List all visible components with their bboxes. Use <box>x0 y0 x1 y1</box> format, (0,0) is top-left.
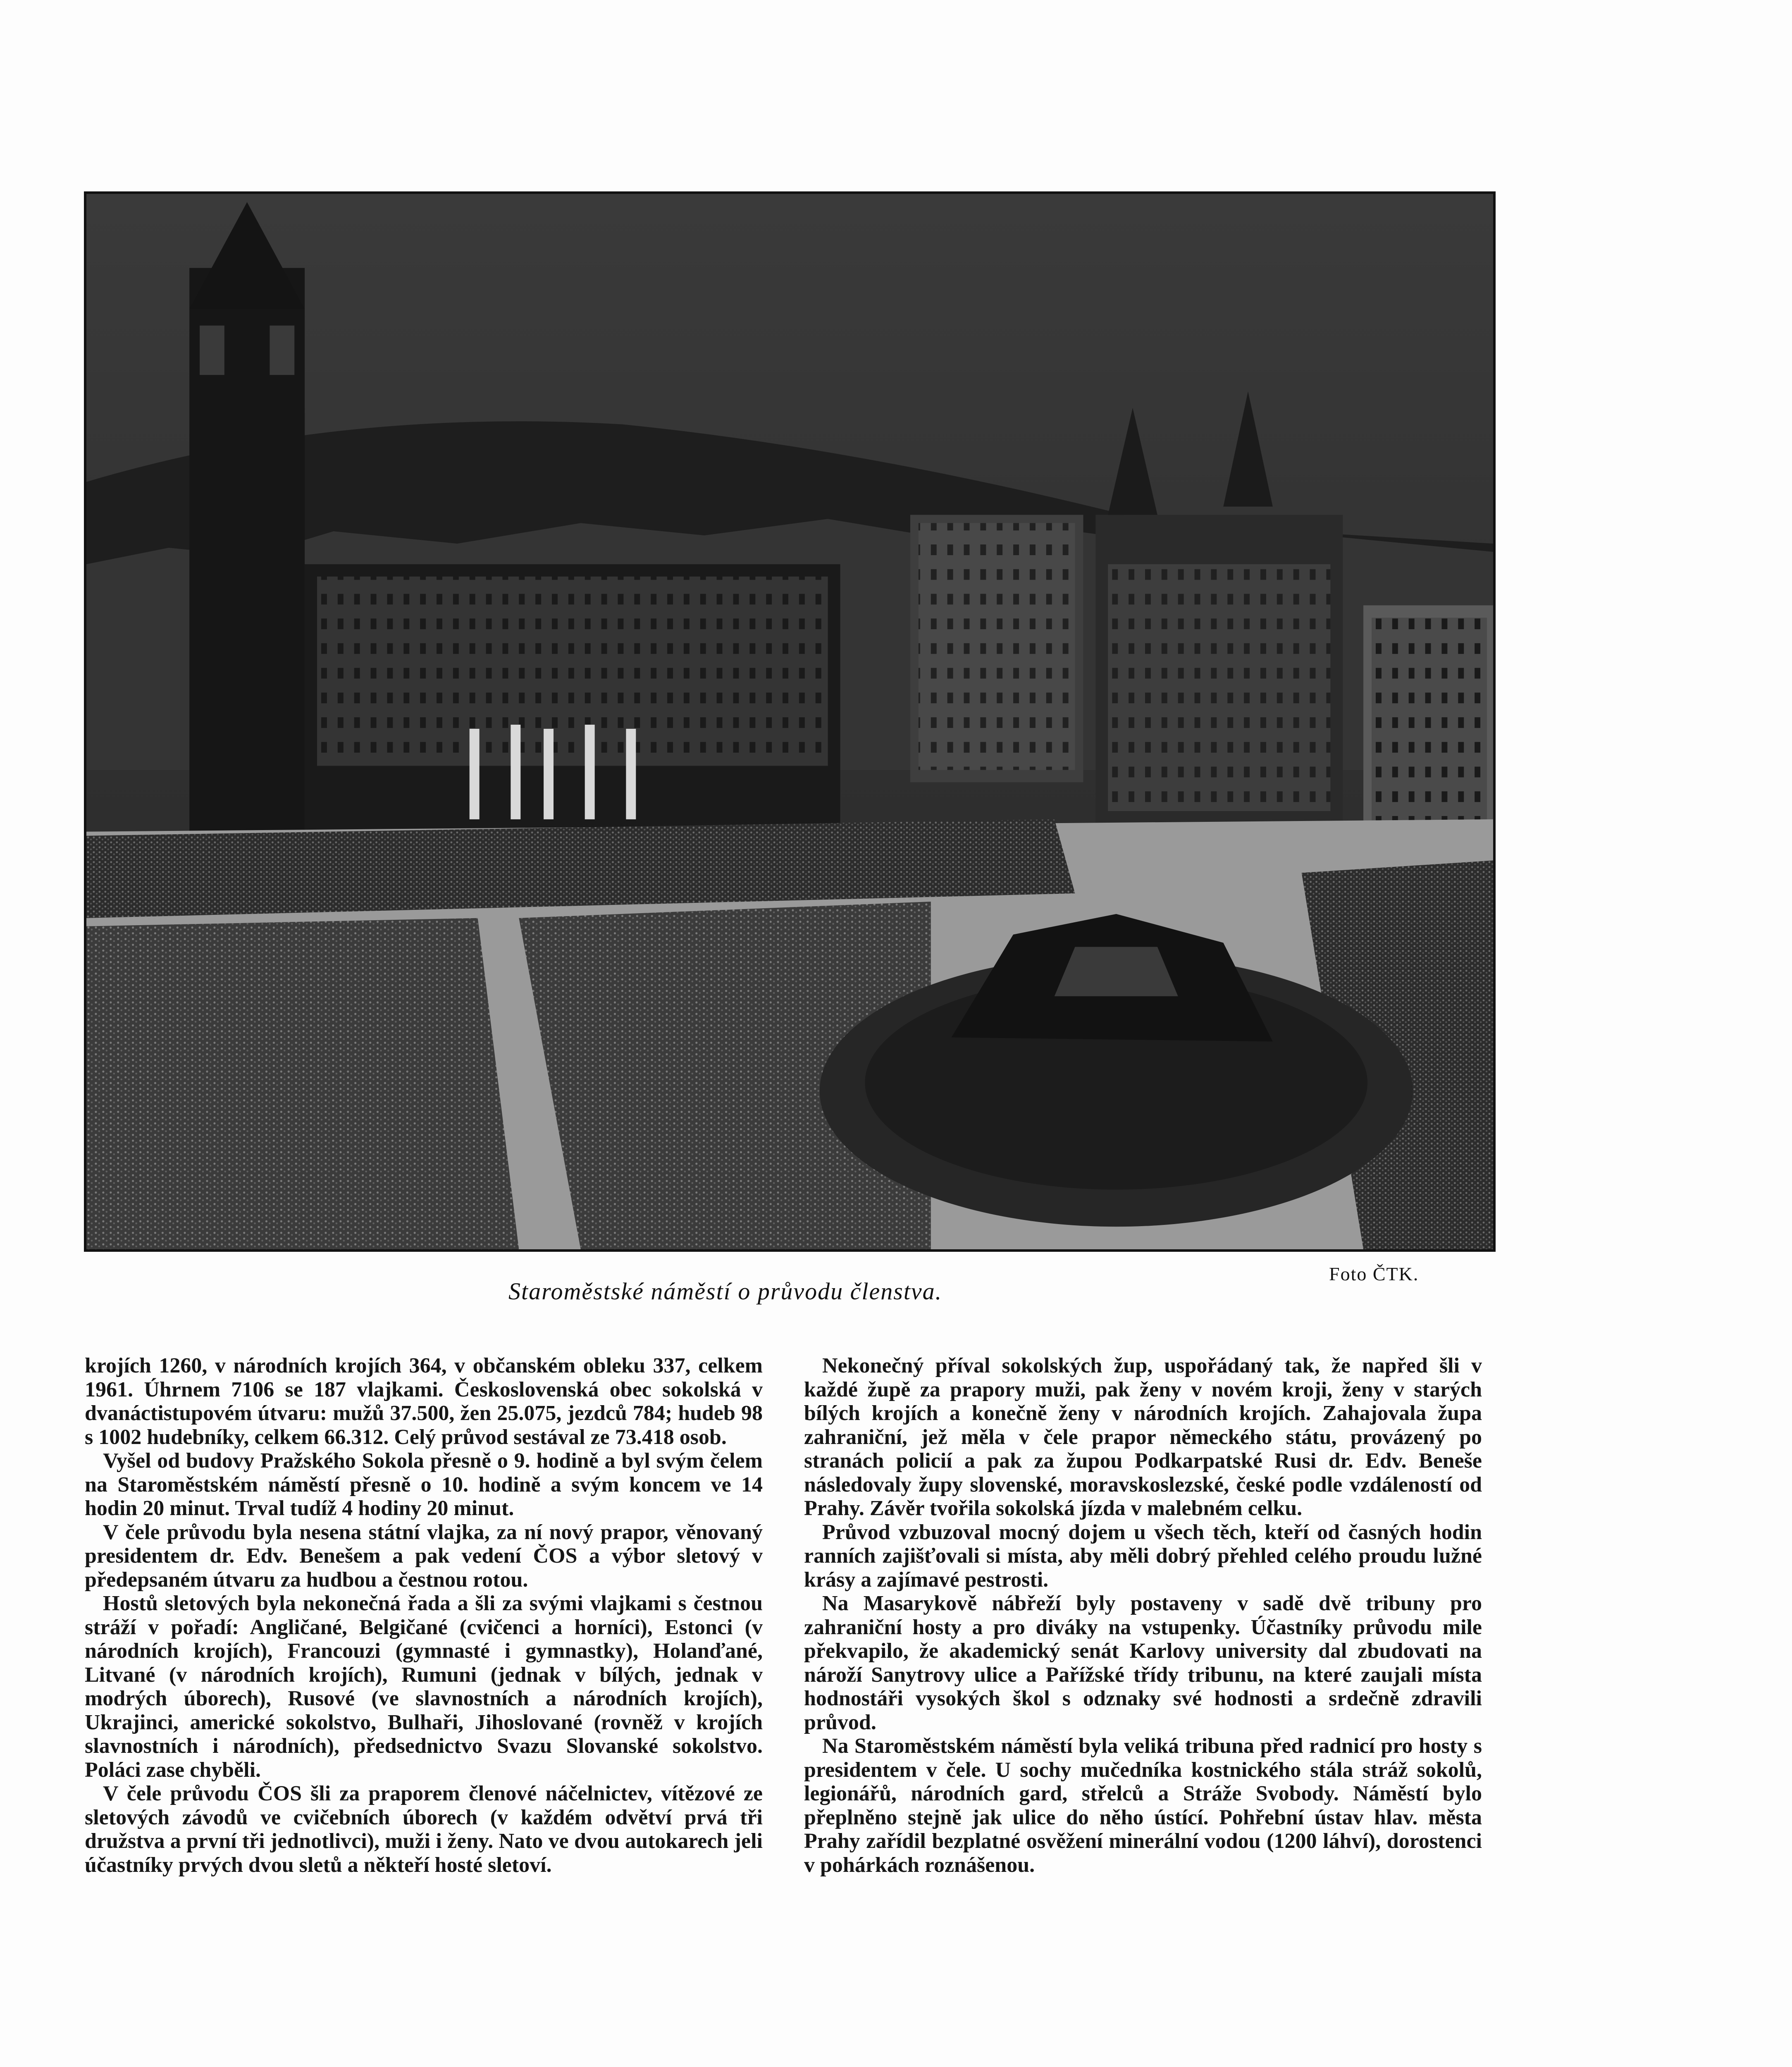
photo-illustration <box>86 194 1493 1249</box>
paragraph: Hostů sletových byla nekonečná řada a šli za svými vlajkami s čestnou stráží v pořadí: Angličané, Belgičané (cvičenci a horníci), Estonci (v národních krojích), Francouzi (gymnasté i gymnastky), Holanďané, Litvané (v národních krojích), Rumuni (jednak v bílých, jednak v modrých úborech), Rusové (ve slavnostních a národních krojích), Ukrajinci, americké sokolstvo, Bulhaři, Jihoslované (rovněž v krojích slavnostních i národních), předsednictvo Svazu Slovanské sokolstvo. Poláci zase chyběli. <box>85 1592 763 1782</box>
paragraph: Vyšel od budovy Pražského Sokola přesně o 9. hodině a byl svým čelem na Staroměstském náměstí přesně o 10. hodině a svým koncem ve 14 hodin 20 minut. Trval tudíž 4 hodiny 20 minut. <box>85 1449 763 1520</box>
paragraph: krojích 1260, v národních krojích 364, v občanském obleku 337, celkem 1961. Úhrnem 7106 se 187 vlajkami. Československá obec sokolská v dvanáctistupovém útvaru: mužů 37.500, žen 25.075, jezdců 784; hudeb 98 s 1002 hudebníky, celkem 66.312. Celý průvod sestával ze 73.418 osob. <box>85 1354 763 1449</box>
paragraph: Na Masarykově nábřeží byly postaveny v sadě dvě tribuny pro zahraniční hosty a pro diváky na vstupenky. Účastníky průvodu mile překvapilo, že akademický senát Karlovy university dal zbudovati na nároží Sanytrovy ulice a Pařížské třídy tribunu, na které zaujali místa hodnostáři vysokých škol s odznaky své hodnosti a srdečně zdravili průvod. <box>804 1592 1482 1734</box>
paragraph: V čele průvodu ČOS šli za praporem členové náčelnictev, vítězové ze sletových závodů ve cvičebních úborech (v každém odvětví prvá tři družstva a první tři jednotlivci), muži i ženy. Nato ve dvou autokarech jeli účastníky prvých dvou sletů a někteří hosté sletoví. <box>85 1782 763 1877</box>
left-text-column <box>85 1354 763 1877</box>
photo-credit: Foto ČTK. <box>1329 1263 1419 1284</box>
paragraph: Průvod vzbuzoval mocný dojem u všech těch, kteří od časných hodin ranních zajišťovali si místa, aby měli dobrý přehled celého proudu lužné krásy a zajímavé pestrosti. <box>804 1520 1482 1592</box>
right-text-column <box>804 1354 1482 1877</box>
paragraph: V čele průvodu byla nesena státní vlajka, za ní nový prapor, věnovaný presidentem dr. Edv. Benešem a pak vedení ČOS a výbor sletový v předepsaném útvaru za hudbou a čestnou rotou. <box>85 1520 763 1592</box>
paragraph: Na Staroměstském náměstí byla veliká tribuna před radnicí pro hosty s presidentem v čele. U sochy mučedníka kostnického stála stráž sokolů, legionářů, národních gard, střelců a Stráže Svobody. Náměstí bylo přeplněno stejně jak ulice do něho ústící. Pohřební ústav hlav. města Prahy zařídil bezplatné osvěžení minerální vodou (1200 láhví), dorostenci v pohárkách roznášenou. <box>804 1734 1482 1877</box>
old-town-square-photo <box>84 191 1496 1252</box>
paragraph: Nekonečný příval sokolských žup, uspořádaný tak, že napřed šli v každé župě za prapory muži, pak ženy v novém kroji, ženy v starých bílých krojích a konečně ženy v národních krojích. Zahajovala župa zahraniční, jež měla v čele prapor německého státu, provázený po stranách policií a pak za župou Podkarpatské Rusi dr. Edv. Beneše následovaly župy slovenské, moravskoslezské, české podle vzdáleností od Prahy. Závěr tvořila sokolská jízda v malebném celku. <box>804 1354 1482 1520</box>
photo-caption: Staroměstské náměstí o průvodu členstva. <box>508 1278 943 1305</box>
